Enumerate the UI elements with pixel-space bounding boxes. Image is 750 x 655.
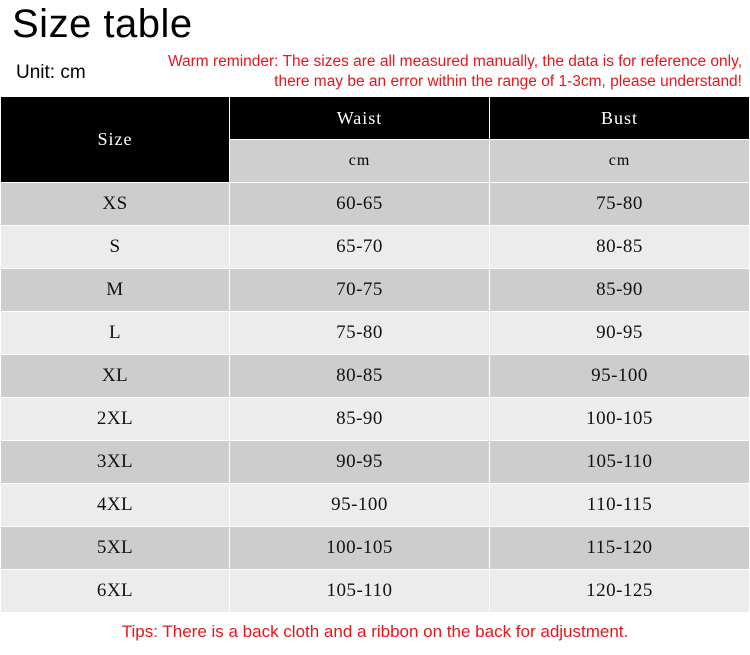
- size-cell: 6XL: [1, 570, 230, 613]
- unit-label: Unit: cm: [16, 62, 86, 83]
- bust-cell: 85-90: [490, 269, 750, 312]
- size-cell: M: [1, 269, 230, 312]
- table-row: [1, 269, 750, 312]
- waist-cell: 90-95: [230, 441, 490, 484]
- tips-note: Tips: There is a back cloth and a ribbon on the back for adjustment.: [121, 622, 629, 641]
- bust-cell: 95-100: [490, 355, 750, 398]
- size-table: [0, 96, 750, 613]
- waist-cell: 65-70: [230, 226, 490, 269]
- bust-cell: 110-115: [490, 484, 750, 527]
- waist-cell: 60-65: [230, 183, 490, 226]
- table-row: [1, 570, 750, 613]
- waist-cell: 100-105: [230, 527, 490, 570]
- bust-cell: 80-85: [490, 226, 750, 269]
- table-row: [1, 527, 750, 570]
- bust-cell: 100-105: [490, 398, 750, 441]
- size-cell: 4XL: [1, 484, 230, 527]
- size-cell: XL: [1, 355, 230, 398]
- table-row: [1, 484, 750, 527]
- size-cell: 3XL: [1, 441, 230, 484]
- waist-cell: 70-75: [230, 269, 490, 312]
- table-body: [1, 183, 750, 613]
- waist-cell: 95-100: [230, 484, 490, 527]
- size-cell: XS: [1, 183, 230, 226]
- warm-reminder: [102, 52, 742, 92]
- reminder-line-1: Warm reminder: The sizes are all measured manually, the data is for reference only,: [167, 53, 742, 70]
- waist-cell: 75-80: [230, 312, 490, 355]
- waist-cell: 80-85: [230, 355, 490, 398]
- bust-cell: 120-125: [490, 570, 750, 613]
- table-row: [1, 226, 750, 269]
- bust-cell: 105-110: [490, 441, 750, 484]
- bust-unit: cm: [490, 140, 750, 183]
- table-row: [1, 183, 750, 226]
- table-row: [1, 441, 750, 484]
- size-column-header: Size: [1, 97, 230, 183]
- waist-unit: cm: [230, 140, 490, 183]
- waist-column-header: Waist: [230, 97, 490, 140]
- size-cell: 5XL: [1, 527, 230, 570]
- size-cell: L: [1, 312, 230, 355]
- bust-cell: 90-95: [490, 312, 750, 355]
- waist-cell: 85-90: [230, 398, 490, 441]
- page-title: Size table: [12, 2, 193, 46]
- table-row: [1, 312, 750, 355]
- table-row: [1, 355, 750, 398]
- size-cell: 2XL: [1, 398, 230, 441]
- table-row: [1, 398, 750, 441]
- bust-cell: 75-80: [490, 183, 750, 226]
- bust-cell: 115-120: [490, 527, 750, 570]
- size-cell: S: [1, 226, 230, 269]
- waist-cell: 105-110: [230, 570, 490, 613]
- reminder-line-2: there may be an error within the range of 1-3cm, please understand!: [274, 73, 742, 90]
- bust-column-header: Bust: [490, 97, 750, 140]
